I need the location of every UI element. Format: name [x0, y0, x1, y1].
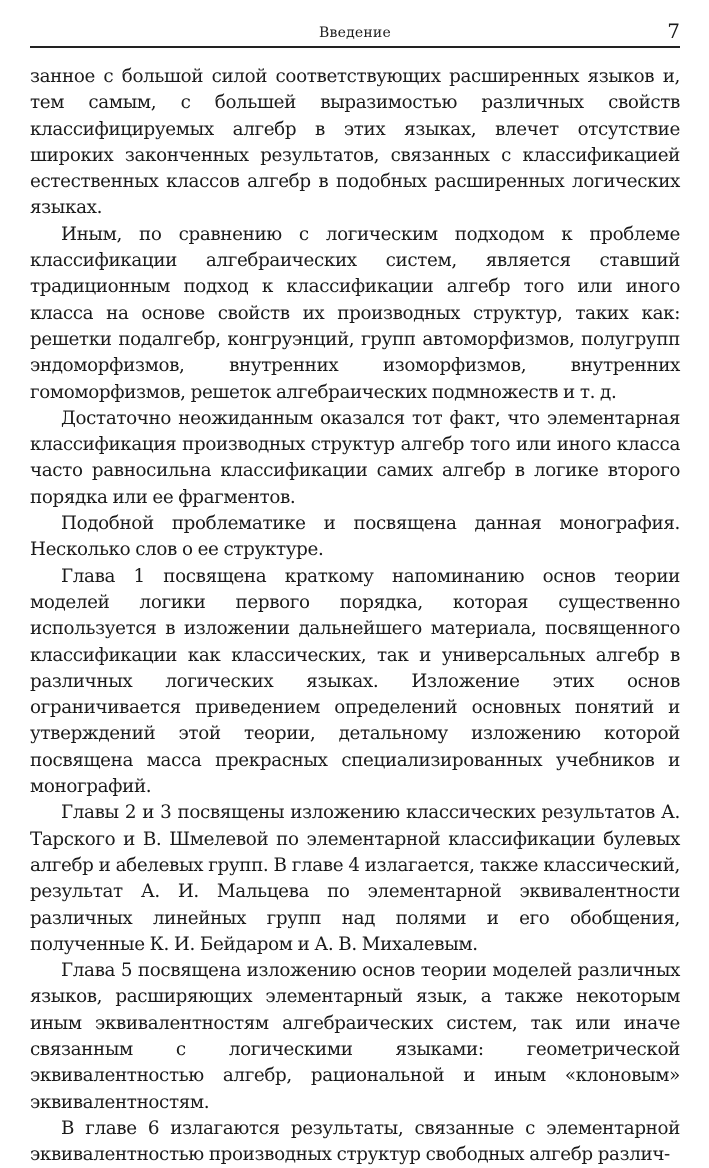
paragraph-chapter-1: Глава 1 посвящена краткому напоминанию основ теории моделей логики первого порядка, которая существенно используется в изложении дальнейшего материала, посвященного классификации как классических, так и универсальных алгебр в различных логических языках. Изложение этих основ ограничивается приведением определений основных понятий и утверждений этой теории, детальному изложению которой посвящена масса прекрасных специализированных учебников и монографий. [30, 565, 680, 798]
paragraph-unexpected-fact: Достаточно неожиданным оказался тот факт, что элементарная классификация производных структур алгебр того или иного класса часто равносильна классификации самих алгебр в логике второго порядка или ее фрагментов. [30, 407, 680, 508]
running-header [30, 0, 680, 48]
paragraph-continued: занное с большой силой соответствующих расширенных языков и, тем самым, с большей выразимостью различных свойств классифицируемых алгебр в этих языках, влечет отсутствие широких законченных результатов, связанных с классификацией естественных классов алгебр в подобных расширенных логических языках. [30, 66, 680, 219]
page-number: 7 [667, 19, 680, 43]
paragraph-chapter-6: В главе 6 излагаются результаты, связанные с элементарной эквивалентностью производных структур свободных алгебр различ- [30, 1117, 680, 1166]
book-page [30, 0, 680, 1166]
main-text [30, 64, 680, 1168]
paragraph-approach: Иным, по сравнению с логическим подходом к проблеме классификации алгебраических систем, является ставший традиционным подход к классификации алгебр того или иного класса на основе свойств их производных структур, таких как: решетки подалгебр, конгруэнций, групп автоморфизмов, полугрупп эндоморфизмов, внутренних изоморфизмов, внутренних гомоморфизмов, решеток алгебраических подмножеств и т. д. [30, 223, 680, 403]
running-title: Введение [319, 25, 391, 41]
paragraph-chapters-2-4: Главы 2 и 3 посвящены изложению классических результатов А. Тарского и В. Шмелевой по элементарной классификации булевых алгебр и абелевых групп. В главе 4 излагается, также классический, результат А. И. Мальцева по элементарной эквивалентности различных линейных групп над полями и его обобщения, полученные К. И. Бейдаром и А. В. Михалевым. [30, 802, 680, 955]
paragraph-chapter-5: Глава 5 посвящена изложению основ теории моделей различных языков, расширяющих элементарный язык, а также некоторым иным эквивалентностям алгебраических систем, так или иначе связанным с логическими языками: геометрической эквивалентностью алгебр, рациональной и иным «клоновым» эквивалентностям. [30, 960, 680, 1113]
paragraph-monograph: Подобной проблематике и посвящена данная монография. Несколько слов о ее структуре. [30, 513, 680, 561]
